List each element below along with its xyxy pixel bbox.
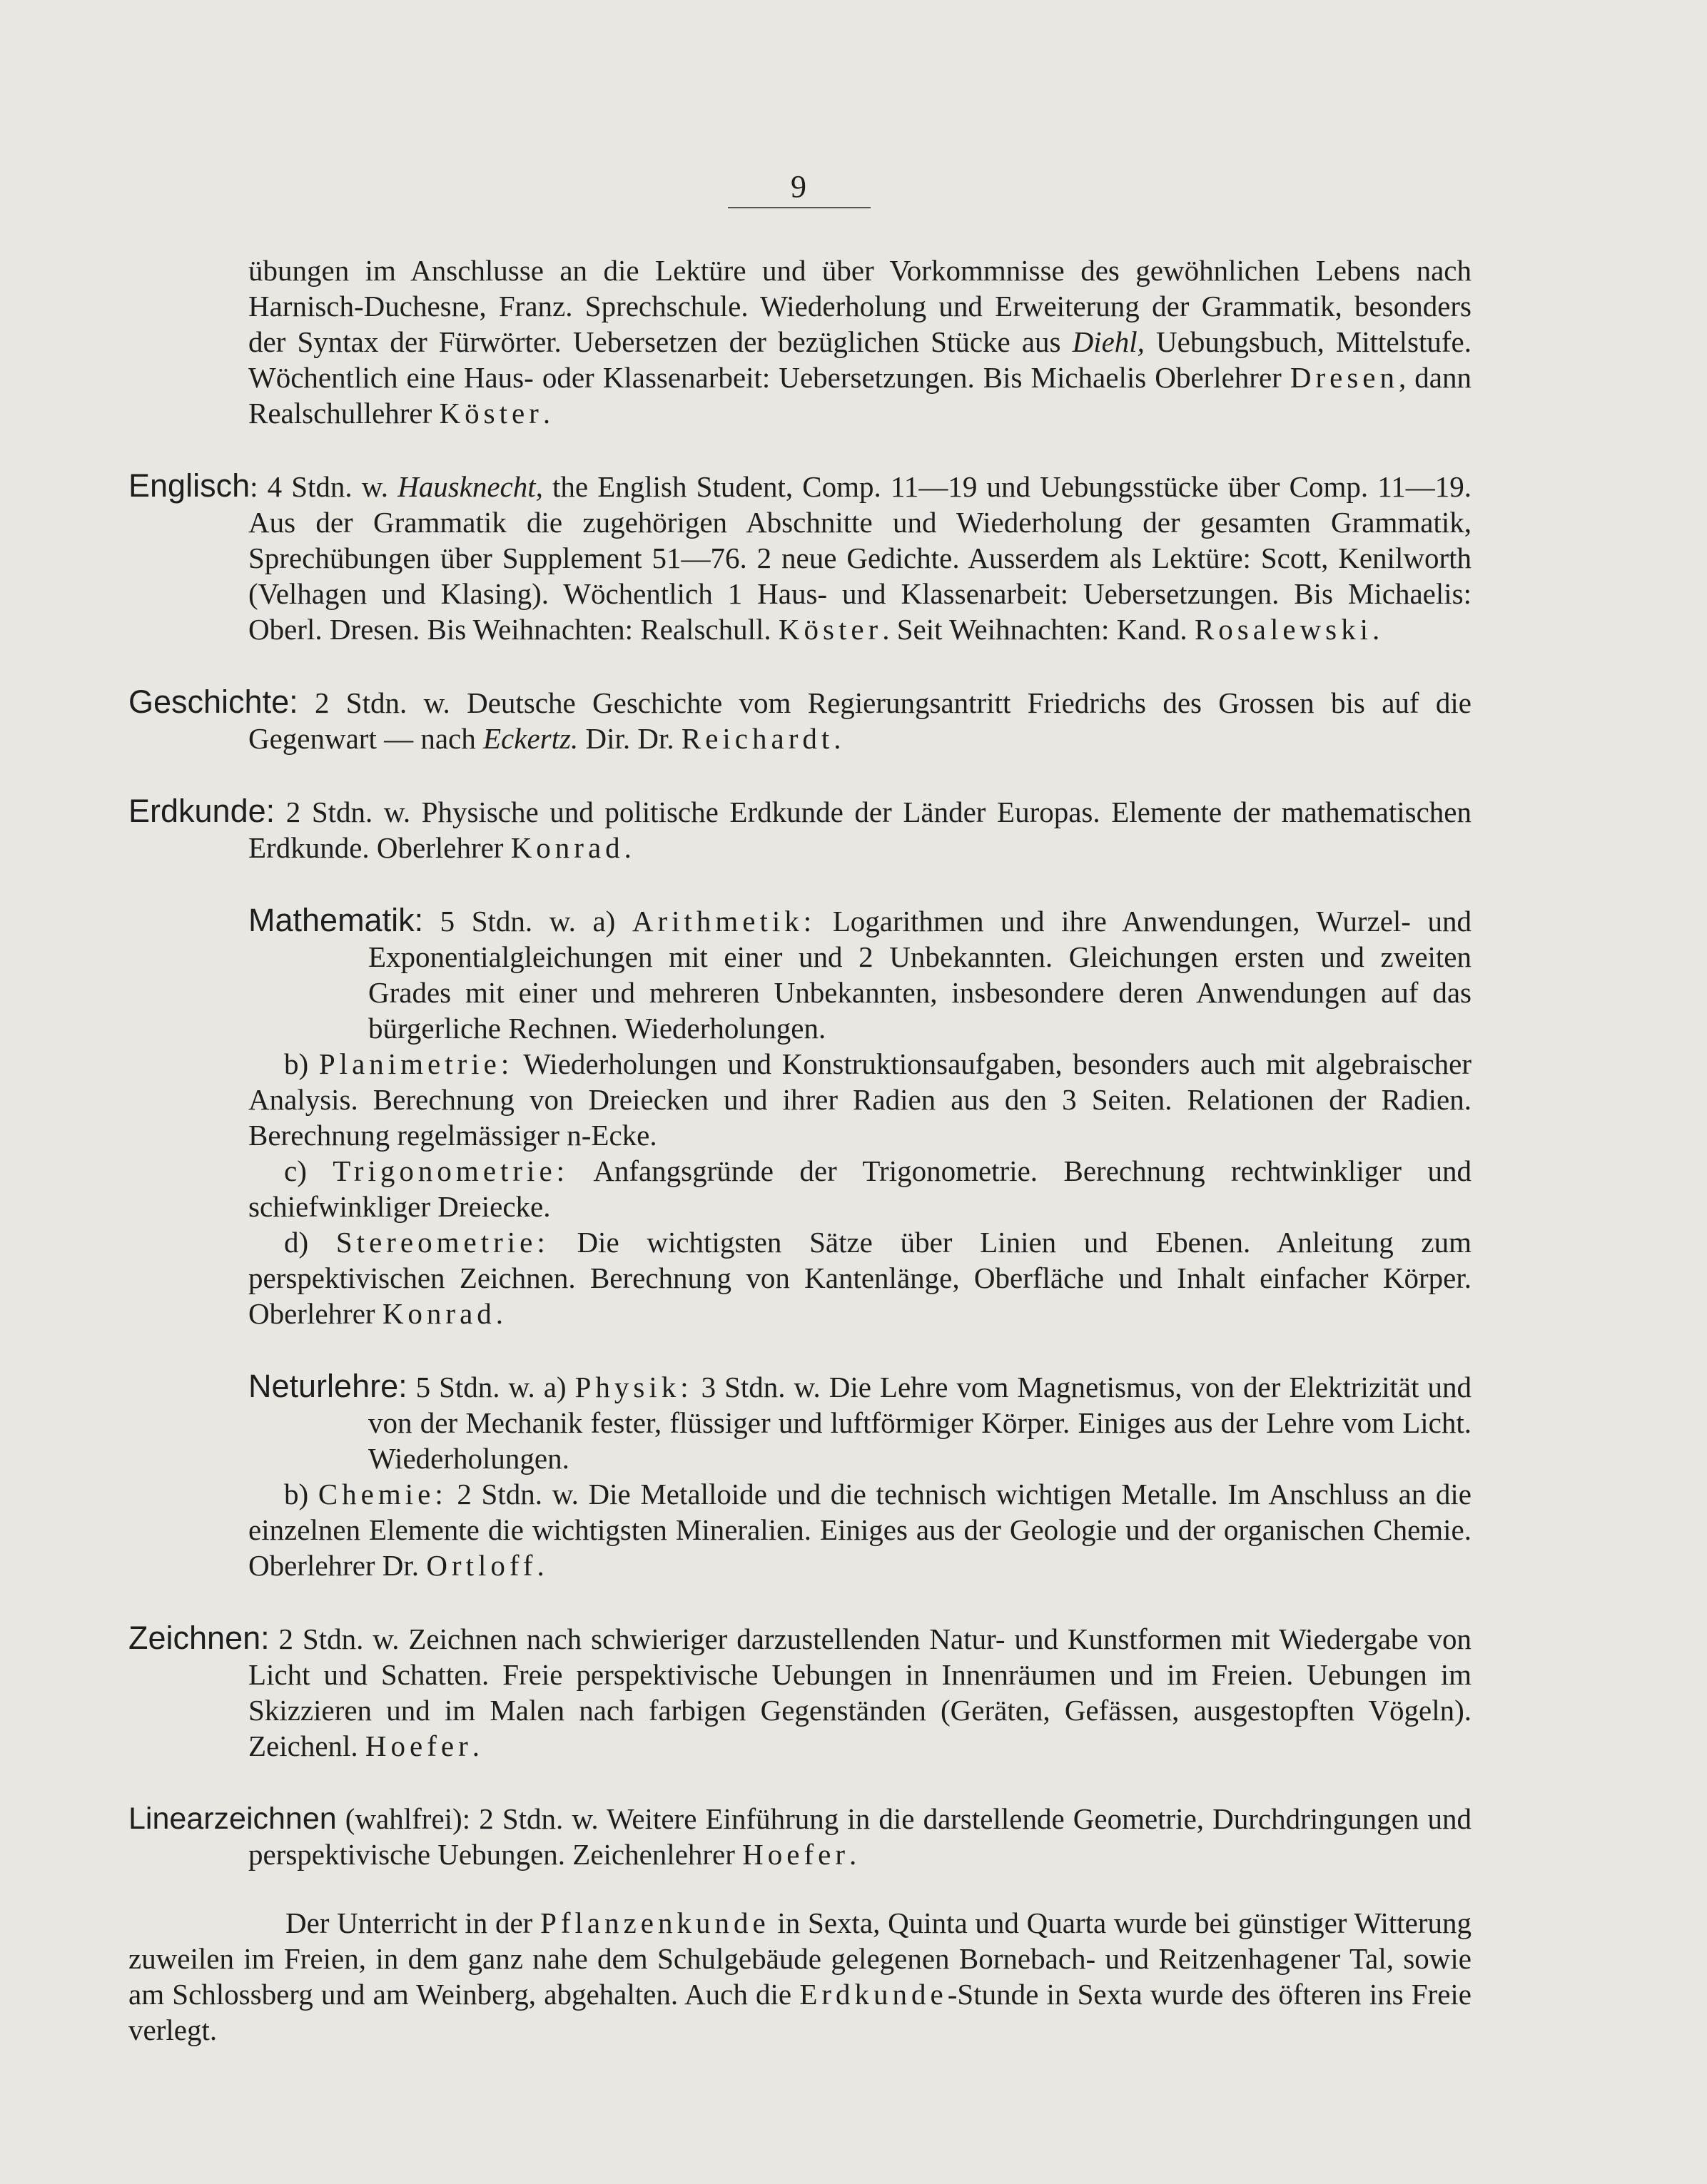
section-text: c) <box>284 1154 333 1187</box>
teacher-name: Konrad <box>382 1297 496 1330</box>
intro-text: , dann Realschullehrer <box>248 361 1472 430</box>
section-text: . <box>495 1297 504 1330</box>
subject-term: Erdkunde <box>799 1978 948 2011</box>
section-heading: Geschichte: <box>128 684 298 720</box>
section-heading: Linearzeichnen <box>128 1802 337 1836</box>
teacher-name: Dresen <box>1290 361 1399 394</box>
math-part-b <box>248 1046 1472 1153</box>
section-heading: Neturlehre: <box>248 1368 407 1404</box>
math-part-a <box>248 903 1472 1046</box>
intro-paragraph <box>128 253 1472 431</box>
intro-text: übungen im Anschlusse an die Lektüre und über Vorkommnisse des gewöhnlichen Lebens nach Harnisch-Duchesne, Franz. Sprechschule. Wiederholung und Erweiterung der Grammatik, besonders der Syntax der Fürwörter. Uebersetzen der bezüglichen Stücke aus <box>248 254 1472 358</box>
section-text: . <box>1372 613 1380 646</box>
section-text: (wahlfrei): 2 Stdn. w. Weitere Einführung in die darstellende Geometrie, Durchdringungen und perspektivische Uebungen. Zeichenlehrer <box>248 1802 1472 1871</box>
section-text: . <box>834 722 841 755</box>
section-text: 3 Stdn. w. Die Lehre vom Magnetismus, von der Elektrizität und von der Mechanik fester, flüssiger und luftförmiger Körper. Einiges aus der Lehre vom Licht. Wiederholungen. <box>368 1371 1472 1475</box>
page-number: 9 <box>791 169 806 204</box>
intro-text: Uebungsbuch, Mittelstufe. Wöchentlich eine Haus- oder Klassenarbeit: Uebersetzungen. Bis Michaelis Oberlehrer <box>248 325 1472 394</box>
teacher-name: Hoefer <box>742 1838 849 1871</box>
section-text: Die wichtigsten Sätze über Linien und Ebenen. Anleitung zum perspektivischen Zeichnen. Berechnung von Kantenlänge, Oberfläche und Inhalt einfacher Körper. Oberlehrer <box>248 1226 1472 1330</box>
section-text: b) <box>284 1478 318 1510</box>
section-text: . Seit Weihnachten: Kand. <box>882 613 1195 646</box>
section-mathematik <box>128 903 1472 1331</box>
teacher-name: Reichardt <box>681 722 834 755</box>
teacher-name: Konrad <box>510 831 624 864</box>
section-heading: Englisch <box>128 467 250 504</box>
subtopic-label: Arithmetik: <box>632 905 816 938</box>
section-text: Logarithmen und ihre Anwendungen, Wurzel- und Exponentialgleichungen mit einer und 2 Unbekannten. Gleichungen ersten und zweiten Grades mit einer und mehreren Unbekannten, insbesondere deren Anwendungen auf das bürgerliche Rechnen. Wiederholungen. <box>368 905 1472 1045</box>
chemie-part <box>248 1476 1472 1583</box>
section-erdkunde <box>128 793 1472 865</box>
math-part-c <box>248 1153 1472 1224</box>
subtopic-label: Stereometrie: <box>335 1226 549 1259</box>
subject-term: Pflanzenkunde <box>540 1906 770 1939</box>
section-text: Dir. Dr. <box>578 722 682 755</box>
subtopic-label: Chemie: <box>318 1478 447 1510</box>
teacher-name: Köster <box>439 397 543 430</box>
section-text: 2 Stdn. w. Deutsche Geschichte vom Regierungsantritt Friedrichs des Grossen bis auf die Gegenwart — nach <box>248 686 1472 755</box>
closing-text: Der Unterricht in der <box>285 1906 541 1939</box>
book-author: Eckertz. <box>483 722 579 755</box>
section-geschichte <box>128 684 1472 756</box>
section-text: 5 Stdn. w. a) <box>423 905 632 938</box>
section-zeichnen <box>128 1620 1472 1764</box>
section-text: . <box>537 1549 544 1582</box>
section-text: 2 Stdn. w. Physische und politische Erdkunde der Länder Europas. Elemente der mathematischen Erdkunde. Oberlehrer <box>248 796 1472 864</box>
section-englisch <box>128 468 1472 647</box>
book-title: Diehl, <box>1072 325 1145 358</box>
section-text: Anfangsgründe der Trigonometrie. Berechnung rechtwinkliger und schiefwinkliger Dreiecke. <box>248 1154 1472 1223</box>
section-heading: Zeichnen: <box>128 1620 270 1656</box>
section-text: b) <box>284 1047 319 1080</box>
section-text: 5 Stdn. w. a) <box>407 1371 575 1403</box>
section-text: Weihnachten <box>472 613 625 646</box>
section-text: the English Student, Comp. 11—19 und Uebungsstücke über Comp. 11—19. Aus der Grammatik die zugehörigen Abschnitte und Wiederholung der gesamten Grammatik, Sprechübungen über Supplement 51—76. 2 neue Gedichte. Ausserdem als Lektüre: Scott, Kenilworth (Velhagen und Klasing). Wöchentlich 1 Haus- und Klassenarbeit: Uebersetzungen. Bis Michaelis: Oberl. Dresen. Bis <box>248 470 1472 646</box>
closing-text: -Stunde in Sexta wurde des öfteren ins Freie verlegt. <box>128 1978 1472 2046</box>
section-text: : 4 Stdn. w. <box>250 470 398 503</box>
section-text: . <box>472 1730 480 1762</box>
section-text: . <box>849 1838 857 1871</box>
section-text: Wiederholungen und Konstruktionsaufgaben, besonders auch mit algebraischer Analysis. Berechnung von Dreiecken und ihrer Radien aus den 3 Seiten. Relationen der Radien. Berechnung regelmässiger n-Ecke. <box>248 1047 1472 1152</box>
section-linearzeichnen <box>128 1801 1472 1872</box>
section-heading: Mathematik: <box>248 902 424 938</box>
intro-text: . <box>542 397 551 430</box>
section-text: 2 Stdn. w. Zeichnen nach schwieriger darzustellenden Natur- und Kunstformen mit Wiedergabe von Licht und Schatten. Freie perspektivische Uebungen in Innenräumen und im Freien. Uebungen im Skizzieren und im Malen nach farbigen Gegenständen (Geräten, Gefässen, ausgestopften Vögeln). Zeichenl. <box>248 1622 1472 1762</box>
closing-text: in Sexta, Quinta und Quarta wurde bei günstiger Witterung zuweilen im Freien, in dem ganz nahe dem Schulgebäude gelegenen Bornebach- und Reitzenhagener Tal, sowie am Schlossberg und am Weinberg, abgehalten. Auch die <box>128 1906 1472 2011</box>
physik-part <box>248 1368 1472 1476</box>
closing-paragraph <box>128 1905 1472 2048</box>
teacher-name: Hoefer <box>365 1730 472 1762</box>
book-author: Hausknecht, <box>397 470 543 503</box>
header-rule <box>728 207 871 208</box>
math-part-d <box>248 1224 1472 1331</box>
teacher-name: Rosalewski <box>1194 613 1372 646</box>
teacher-name: Köster <box>778 613 883 646</box>
section-naturlehre <box>128 1368 1472 1583</box>
section-heading: Erdkunde: <box>128 793 275 829</box>
subtopic-label: Trigonometrie: <box>333 1154 569 1187</box>
subtopic-label: Planimetrie: <box>318 1047 514 1080</box>
section-text: d) <box>284 1226 336 1259</box>
subtopic-label: Physik: <box>574 1371 693 1403</box>
section-text: . <box>624 831 632 864</box>
section-text: 2 Stdn. w. Die Metalloide und die technisch wichtigen Metalle. Im Anschluss an die einzelnen Elemente die wichtigsten Mineralien. Einiges aus der Geologie und der organischen Chemie. Oberlehrer Dr. <box>248 1478 1472 1582</box>
teacher-name: Ortloff <box>426 1549 537 1582</box>
section-text: : Realschull. <box>624 613 779 646</box>
